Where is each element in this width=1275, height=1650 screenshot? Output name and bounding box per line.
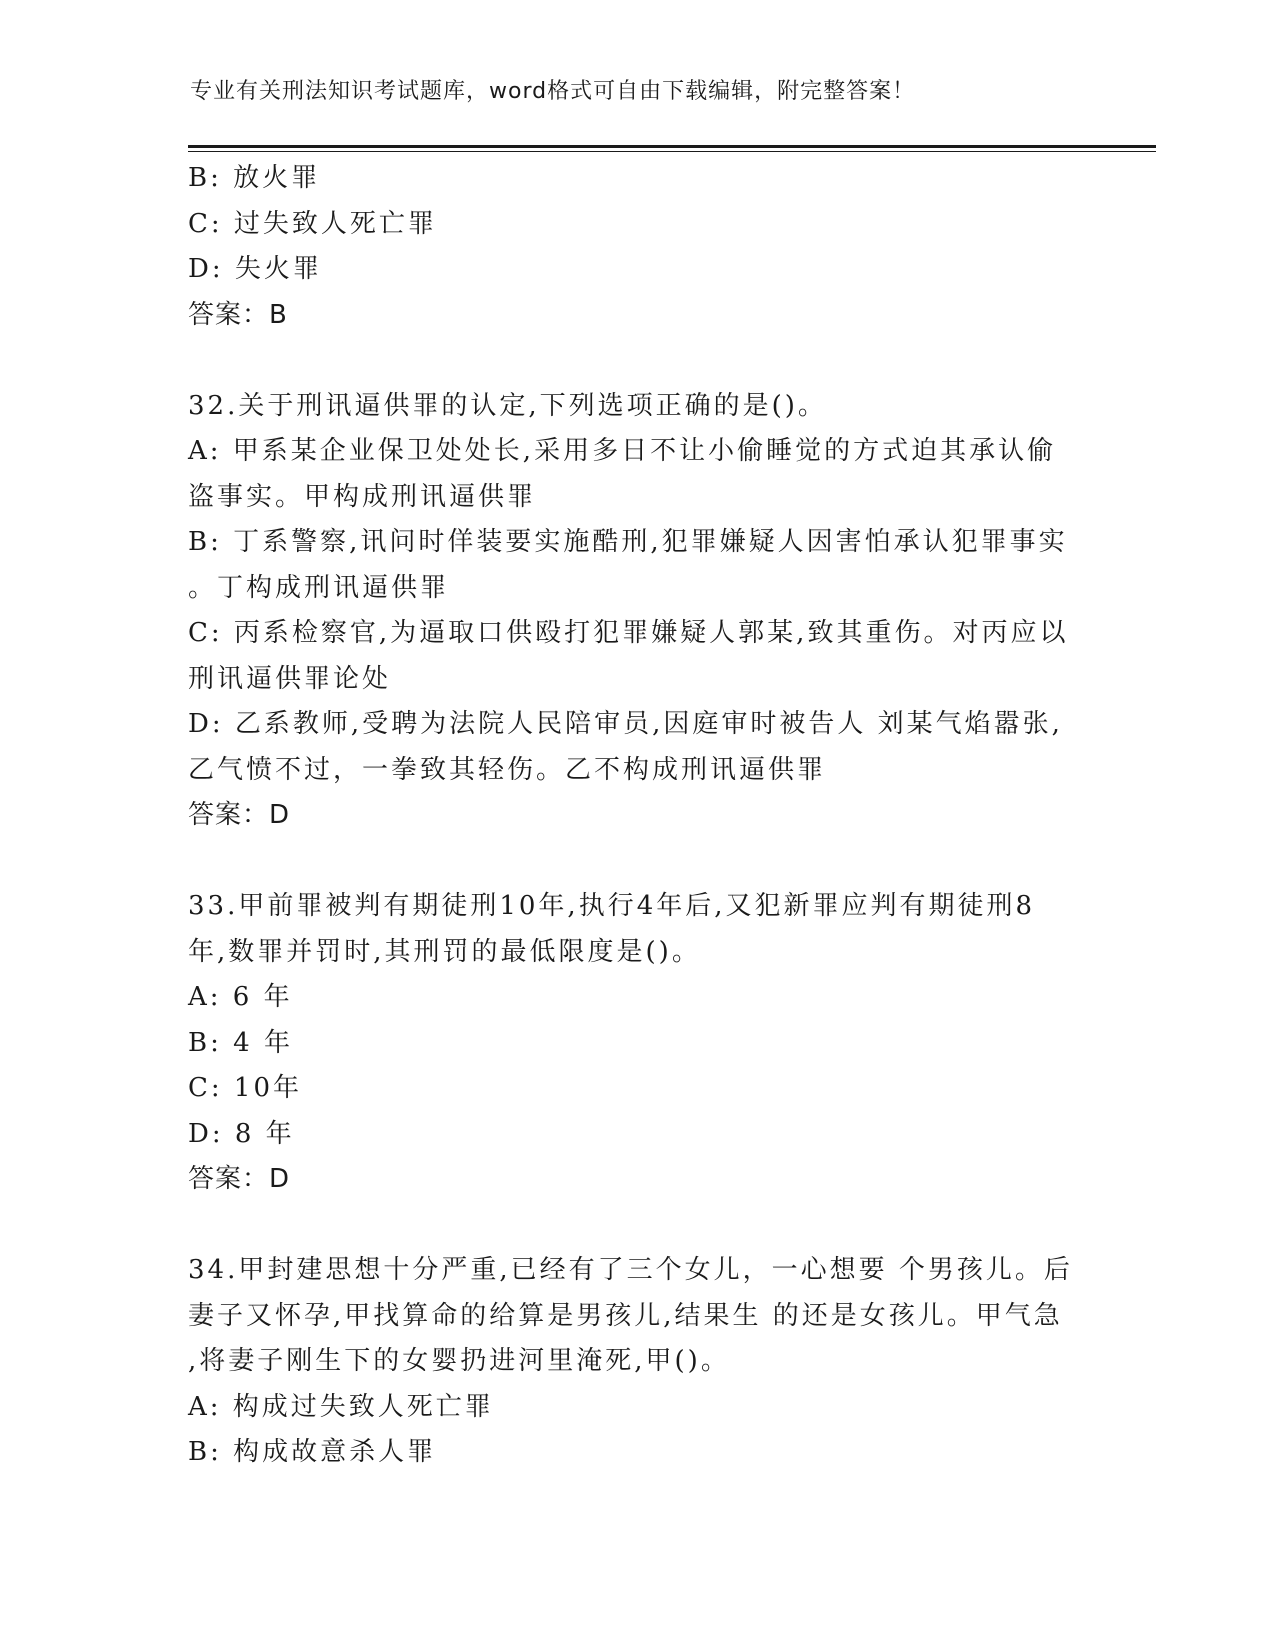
q32-stem: 32.关于刑讯逼供罪的认定,下列选项正确的是()。 bbox=[188, 390, 827, 421]
q33-stem-cont: 年,数罪并罚时,其刑罚的最低限度是()。 bbox=[188, 936, 701, 967]
q31-answer: 答案：B bbox=[188, 299, 288, 330]
q33-stem: 33.甲前罪被判有期徒刑10年,执行4年后,又犯新罪应判有期徒刑8 bbox=[188, 891, 1036, 921]
q32-option-a-cont: 盗事实。甲构成刑讯逼供罪 bbox=[188, 481, 537, 512]
q32-option-c-cont: 刑讯逼供罪论处 bbox=[188, 663, 392, 694]
q33-option-d: D: 8 年 bbox=[188, 1118, 295, 1149]
q34-option-b: B: 构成故意杀人罪 bbox=[188, 1437, 437, 1467]
q33-answer: 答案：D bbox=[188, 1164, 291, 1194]
q31-option-c: C: 过失致人死亡罪 bbox=[188, 208, 437, 239]
q32-option-b-cont: 。丁构成刑讯逼供罪 bbox=[188, 572, 450, 603]
page-header: 专业有关刑法知识考试题库，word格式可自由下载编辑，附完整答案！ bbox=[190, 79, 916, 104]
document-body bbox=[188, 156, 1088, 1476]
q33-option-c: C: 10年 bbox=[188, 1073, 303, 1103]
q32-option-d: D: 乙系教师,受聘为法院人民陪审员,因庭审时被告人 刘某气焰嚣张, bbox=[188, 709, 1063, 739]
q32-answer: 答案：D bbox=[188, 800, 291, 830]
q32-option-c: C: 丙系检察官,为逼取口供殴打犯罪嫌疑人郭某,致其重伤。对丙应以 bbox=[188, 618, 1069, 648]
spacer bbox=[188, 1203, 1088, 1249]
q34-stem-cont-1: 妻子又怀孕,甲找算命的给算是男孩儿,结果生 的还是女孩儿。甲气急 bbox=[188, 1300, 1063, 1331]
q34-stem-cont-2: ,将妻子刚生下的女婴扔进河里淹死,甲()。 bbox=[188, 1346, 730, 1376]
header-rule-thin bbox=[188, 151, 1156, 152]
q31-option-b: B: 放火罪 bbox=[188, 163, 321, 193]
q33-option-b: B: 4 年 bbox=[188, 1027, 293, 1058]
q32-option-a: A: 甲系某企业保卫处处长,采用多日不让小偷睡觉的方式迫其承认偷 bbox=[188, 436, 1057, 466]
header-rule-thick bbox=[188, 145, 1156, 148]
q33-option-a: A: 6 年 bbox=[188, 982, 293, 1012]
q32-option-b: B: 丁系警察,讯问时佯装要实施酷刑,犯罪嫌疑人因害怕承认犯罪事实 bbox=[188, 527, 1068, 557]
q31-option-d: D: 失火罪 bbox=[188, 254, 322, 284]
q34-stem: 34.甲封建思想十分严重,已经有了三个女儿，一心想要 个男孩儿。后 bbox=[188, 1255, 1073, 1285]
spacer bbox=[188, 839, 1088, 885]
spacer bbox=[188, 338, 1088, 384]
q32-option-d-cont: 乙气愤不过，一拳致其轻伤。乙不构成刑讯逼供罪 bbox=[188, 754, 827, 785]
q34-option-a: A: 构成过失致人死亡罪 bbox=[188, 1391, 494, 1422]
